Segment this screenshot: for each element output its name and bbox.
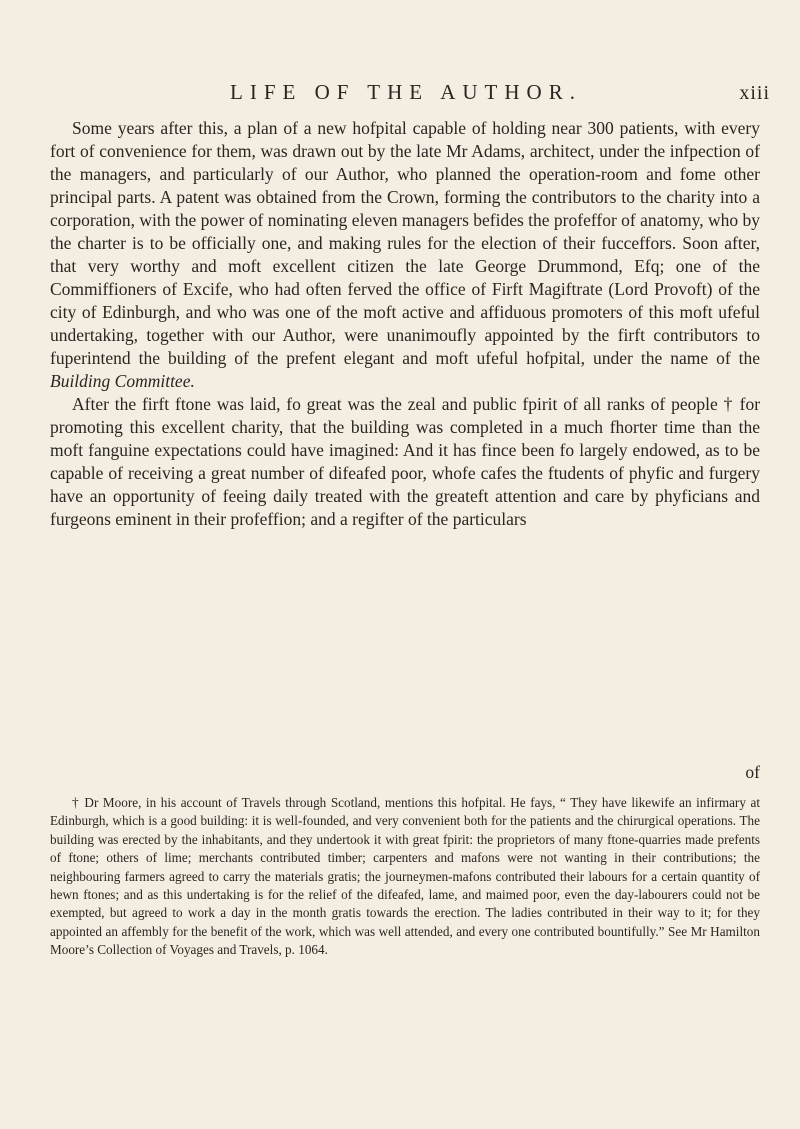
- footnote-text: † Dr Moore, in his account of Travels through Scotland, mentions this hofpital. He fays, “ They have likewife an infirmary at Edinburgh, which is a good building: it is well-founded, and very convenient both for the patients and the chirurgical operations. The building was erected by the inhabitants, and they undertook it with great fpirit: the proprietors of many ftone-quarries made prefents of ftone; others of lime; merchants contributed timber; carpenters and mafons were not wanting in their contributions; the neighbouring farmers agreed to carry the materials gratis; the journeymen-mafons contributed their labours for a certain quantity of hewn ftones; and as this undertaking is for the relief of the difeafed, lame, and maimed poor, even the day-labourers could not be exempted, but agreed to work a day in the month gratis towards the erection. The ladies contributed in their way to it; for they appointed an affembly for the benefit of the work, which was well attended, and every one contributed bountifully.” See Mr Hamilton Moore’s Collection of Voyages and Travels, p. 1064.: [50, 795, 760, 958]
- main-text: [50, 117, 760, 531]
- page-number: xiii: [739, 82, 770, 104]
- paragraph-text: Some years after this, a plan of a new hofpital capable of holding near 300 patients, with every fort of convenience for them, was drawn out by the late Mr Adams, architect, under the infpection of the managers, and particularly of our Author, who planned the operation-room and fome other principal parts. A patent was obtained from the Crown, forming the contributors to the charity into a corporation, with the power of nominating eleven managers befides the profeffor of anatomy, who by the charter is to be officially one, and making rules for the election of their fucceffors. Soon after, that very worthy and moft excellent citizen the late George Drummond, Efq; one of the Commiffioners of Excife, who had often ferved the office of Firft Magiftrate (Lord Provoft) of the city of Edinburgh, and who was one of the moft active and affiduous promoters of this moft ufeful undertaking, together with our Author, were unanimoufly appointed by the firft contributors to fuperintend the building of the prefent elegant and moft ufeful hofpital, under the name of the: [50, 118, 760, 368]
- catchword: of: [745, 762, 760, 782]
- paragraph-text: for promoting this excellent charity, that the building was completed in a much fhorter time than the moft fanguine expectations could have imagined: And it has fince been fo largely endowed, as to be capable of receiving a great number of difeafed poor, whofe cafes the ftudents of phyfic and furgery have an opportunity of feeing daily treated with the greateft attention and care by phyficians and furgeons eminent in their profeffion; and a regifter of the particulars: [50, 394, 761, 529]
- paragraph: [50, 117, 760, 393]
- italic-term: Building Committee.: [50, 371, 195, 391]
- paragraph-text: After the firft ftone was laid, fo great was the zeal and public fpirit of all ranks of people: [72, 394, 718, 414]
- footnote: [50, 794, 760, 960]
- footnote-marker: †: [723, 394, 734, 414]
- page-header: [230, 80, 770, 110]
- paragraph: [50, 393, 760, 531]
- running-head: LIFE OF THE AUTHOR.: [230, 80, 582, 104]
